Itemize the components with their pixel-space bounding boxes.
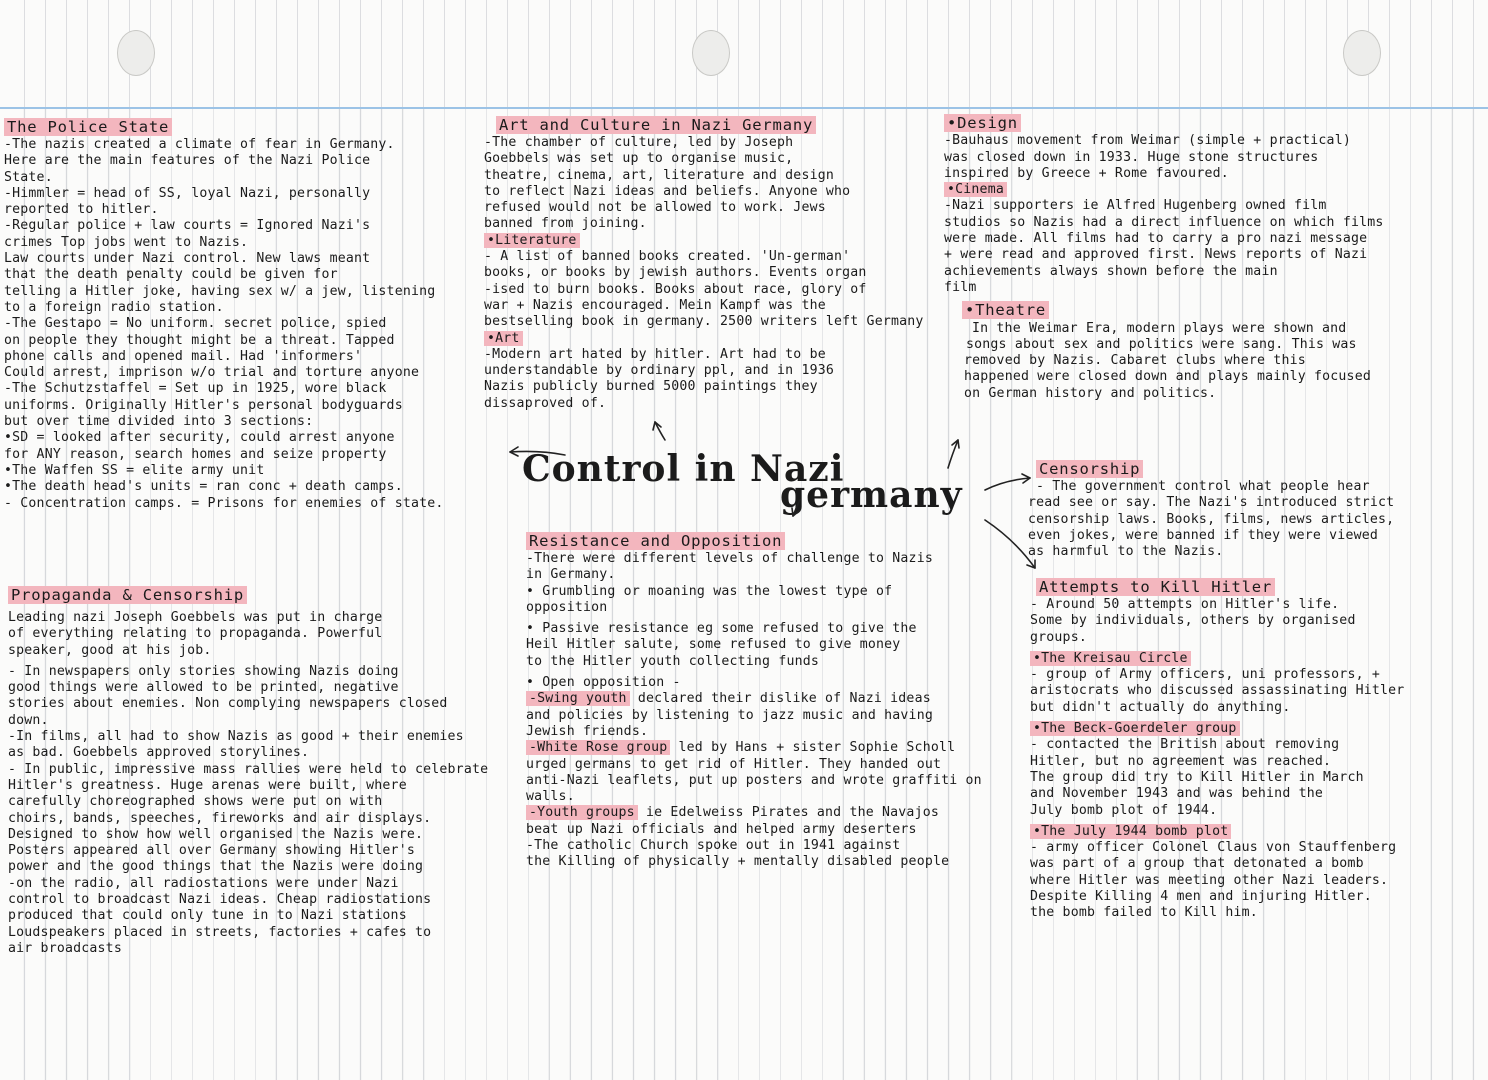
text-line: to a foreign radio station. xyxy=(4,299,224,315)
text-line: for ANY reason, search homes and seize property xyxy=(4,446,387,462)
label-white-rose: -White Rose group xyxy=(526,740,670,755)
text-line: The group did try to Kill Hitler in March xyxy=(1030,769,1364,785)
text-line: banned from joining. xyxy=(484,216,647,232)
text-line: -ised to burn books. Books about race, glory of xyxy=(484,281,867,297)
text-line: in Germany. xyxy=(526,567,616,583)
text-line: -Modern art hated by hitler. Art had to be xyxy=(484,346,826,362)
text-line: control to broadcast Nazi ideas. Cheap radiostations xyxy=(8,892,432,908)
text-line: censorship laws. Books, films, news articles, xyxy=(1028,511,1395,527)
text-line: Here are the main features of the Nazi Police xyxy=(4,153,371,169)
page-title xyxy=(522,448,982,518)
heading-attempts: Attempts to Kill Hitler xyxy=(1036,578,1275,596)
section-propaganda xyxy=(8,586,488,957)
text-line: •The Waffen SS = elite army unit xyxy=(4,462,265,478)
text-line: telling a Hitler joke, having sex w/ a jew, listening xyxy=(4,283,436,299)
text-line: -The chamber of culture, led by Joseph xyxy=(484,135,794,150)
text-line: - In newspapers only stories showing Nazis doing xyxy=(8,663,399,679)
text-line: stories about enemies. Non complying newspapers closed xyxy=(8,696,448,712)
text-line: on German history and politics. xyxy=(964,385,1217,401)
text-line: • Passive resistance eg some refused to give the xyxy=(526,621,917,637)
text-line: reported to hitler. xyxy=(4,202,159,218)
text-line: •SD = looked after security, could arrest anyone xyxy=(4,430,395,446)
text-line: led by Hans + sister Sophie Scholl xyxy=(670,740,956,756)
text-line: achievements always shown before the main xyxy=(944,263,1278,279)
text-line: beat up Nazi officials and helped army deserters xyxy=(526,821,917,837)
text-line: power and the good things that the Nazis were doing xyxy=(8,859,424,875)
text-line: as harmful to the Nazis. xyxy=(1028,544,1224,560)
text-line: bestselling book in germany. 2500 writers left Germany xyxy=(484,314,924,330)
text-line: phone calls and opened mail. Had 'informers' xyxy=(4,348,363,364)
text-line: -The nazis created a climate of fear in Germany. xyxy=(4,137,395,152)
text-line: Posters appeared all over Germany showing Hitler's xyxy=(8,843,415,859)
text-line: as bad. Goebbels approved storylines. xyxy=(8,745,310,761)
text-line: Designed to show how well organised the Nazis were. xyxy=(8,826,424,842)
text-line: + were read and approved first. News reports of Nazi xyxy=(944,247,1368,263)
section-attempts xyxy=(1030,578,1404,922)
text-line: Nazis publicly burned 5000 paintings they xyxy=(484,379,818,395)
text-line: that the death penalty could be given for xyxy=(4,267,338,283)
text-line: and November 1943 and was behind the xyxy=(1030,786,1324,802)
text-line: studios so Nazis had a direct influence on which films xyxy=(944,214,1384,230)
text-line: urged germans to get rid of Hitler. They handed out xyxy=(526,756,942,772)
heading-propaganda: Propaganda & Censorship xyxy=(8,586,247,604)
text-line: on people they thought might be a threat. Tapped xyxy=(4,332,395,348)
text-line: State. xyxy=(4,169,53,185)
text-line: -Nazi supporters ie Alfred Hugenberg owned film xyxy=(944,198,1327,214)
text-line: were made. All films had to carry a pro nazi message xyxy=(944,231,1368,247)
text-line: -The catholic Church spoke out in 1941 against xyxy=(526,838,901,854)
text-line: - army officer Colonel Claus von Stauffenberg xyxy=(1030,840,1397,856)
text-line: Hitler's greatness. Huge arenas were built, where xyxy=(8,777,407,793)
text-line: down. xyxy=(8,712,49,728)
text-line: songs about sex and politics were sang. This was xyxy=(966,336,1357,352)
text-line: -There were different levels of challenge to Nazis xyxy=(526,551,933,566)
text-line: Goebbels was set up to organise music, xyxy=(484,151,794,167)
text-line: war + Nazis encouraged. Mein Kampf was the xyxy=(484,297,826,313)
text-line: the Killing of physically + mentally disabled people xyxy=(526,854,950,870)
text-line: to reflect Nazi ideas and beliefs. Anyone who xyxy=(484,183,851,199)
text-line: where Hitler was meeting other Nazi leaders. xyxy=(1030,872,1389,888)
label-art: •Art xyxy=(484,331,523,346)
text-line: carefully choreographed shows were put on with xyxy=(8,794,383,810)
text-line: - A list of banned books created. 'Un-german' xyxy=(484,249,851,265)
text-line: July bomb plot of 1944. xyxy=(1030,802,1218,818)
text-line: declared their dislike of Nazi ideas xyxy=(629,691,931,707)
text-line: - In public, impressive mass rallies were held to celebrate xyxy=(8,761,489,777)
label-beck-goerdeler: •The Beck-Goerdeler group xyxy=(1030,721,1240,736)
text-line: Loudspeakers placed in streets, factories + cafes to xyxy=(8,924,432,940)
text-line: groups. xyxy=(1030,629,1087,645)
text-line: the bomb failed to Kill him. xyxy=(1030,905,1258,921)
punch-hole xyxy=(1343,30,1381,76)
label-youth-groups: -Youth groups xyxy=(526,805,638,820)
text-line: -Regular police + law courts = Ignored Nazi's xyxy=(4,218,371,234)
text-line: - The government control what people hear xyxy=(1036,479,1370,494)
text-line: Could arrest, imprison w/o trial and torture anyone xyxy=(4,365,420,381)
text-line: and policies by listening to jazz music and having xyxy=(526,707,933,723)
paper-header xyxy=(0,0,1488,108)
text-line: Jewish friends. xyxy=(526,723,649,739)
text-line: Some by individuals, others by organised xyxy=(1030,613,1356,629)
text-line: •The death head's units = ran conc + death camps. xyxy=(4,479,403,495)
heading-art-culture: Art and Culture in Nazi Germany xyxy=(496,116,816,134)
text-line: -Himmler = head of SS, loyal Nazi, personally xyxy=(4,185,371,201)
text-line: Heil Hitler salute, some refused to give money xyxy=(526,637,901,653)
text-line: speaker, good at his job. xyxy=(8,642,212,658)
text-line: aristocrats who discussed assassinating Hitler xyxy=(1030,683,1405,699)
text-line: - Around 50 attempts on Hitler's life. xyxy=(1030,597,1340,612)
text-line: of everything relating to propaganda. Powerful xyxy=(8,626,383,642)
text-line: Law courts under Nazi control. New laws meant xyxy=(4,251,371,267)
text-line: was closed down in 1933. Huge stone structures xyxy=(944,149,1319,165)
section-resistance xyxy=(526,532,982,871)
label-design: •Design xyxy=(944,114,1021,132)
text-line: - group of Army officers, uni professors, + xyxy=(1030,667,1381,683)
text-line: removed by Nazis. Cabaret clubs where this xyxy=(964,353,1306,369)
text-line: produced that could only tune in to Nazi stations xyxy=(8,908,407,924)
label-cinema: •Cinema xyxy=(944,182,1007,197)
label-swing-youth: -Swing youth xyxy=(526,691,630,706)
text-line: crimes Top jobs went to Nazis. xyxy=(4,234,249,250)
text-line: -In films, all had to show Nazis as good + their enemies xyxy=(8,729,464,745)
text-line: In the Weimar Era, modern plays were shown and xyxy=(972,320,1347,336)
text-line: good things were allowed to be printed, negative xyxy=(8,680,399,696)
text-line: air broadcasts xyxy=(8,940,122,956)
text-line: understandable by ordinary ppl, and in 1936 xyxy=(484,363,835,379)
text-line: dissaproved of. xyxy=(484,395,607,411)
text-line: inspired by Greece + Rome favoured. xyxy=(944,165,1229,181)
heading-censorship: Censorship xyxy=(1036,460,1143,478)
section-censorship xyxy=(1028,460,1394,560)
label-kreisau: •The Kreisau Circle xyxy=(1030,651,1191,666)
text-line: • Grumbling or moaning was the lowest type of xyxy=(526,583,893,599)
margin-line xyxy=(0,107,1488,109)
text-line: Leading nazi Joseph Goebbels was put in charge xyxy=(8,610,383,625)
label-july-bomb-plot: •The July 1944 bomb plot xyxy=(1030,824,1231,839)
text-line: anti-Nazi leaflets, put up posters and wrote graffiti on xyxy=(526,772,982,788)
text-line: - contacted the British about removing xyxy=(1030,737,1340,753)
text-line: uniforms. Originally Hitler's personal bodyguards xyxy=(4,397,403,413)
text-line: -The Gestapo = No uniform. secret police, spied xyxy=(4,316,387,332)
text-line: books, or books by jewish authors. Events organ xyxy=(484,265,867,281)
text-line: film xyxy=(944,279,977,295)
label-literature: •Literature xyxy=(484,233,580,248)
heading-police-state: The Police State xyxy=(4,118,172,136)
heading-resistance: Resistance and Opposition xyxy=(526,532,785,550)
text-line: opposition xyxy=(526,599,608,615)
text-line: choirs, bands, speeches, fireworks and air displays. xyxy=(8,810,432,826)
text-line: to the Hitler youth collecting funds xyxy=(526,653,820,669)
text-line: refused would not be allowed to work. Jews xyxy=(484,200,826,216)
title-line-1: Control in Nazi xyxy=(522,448,845,490)
text-line: Hitler, but no agreement was reached. xyxy=(1030,753,1332,769)
section-design-cinema-theatre xyxy=(944,114,1384,402)
text-line: even jokes, were banned if they were viewed xyxy=(1028,527,1379,543)
text-line: read see or say. The Nazi's introduced strict xyxy=(1028,495,1395,511)
punch-hole xyxy=(117,30,155,76)
text-line: happened were closed down and plays mainly focused xyxy=(964,369,1371,385)
text-line: theatre, cinema, art, literature and design xyxy=(484,167,835,183)
text-line: but over time divided into 3 sections: xyxy=(4,414,314,430)
title-line-2: germany xyxy=(780,474,963,516)
text-line: -on the radio, all radiostations were under Nazi xyxy=(8,875,399,891)
text-line: -The Schutzstaffel = Set up in 1925, wore black xyxy=(4,381,387,397)
text-line: • Open opposition - xyxy=(526,675,681,691)
punch-hole xyxy=(692,30,730,76)
text-line: but didn't actually do anything. xyxy=(1030,699,1291,715)
section-art-culture xyxy=(484,116,924,412)
section-police-state xyxy=(4,118,444,512)
text-line: ie Edelweiss Pirates and the Navajos xyxy=(637,805,939,821)
label-theatre: •Theatre xyxy=(962,301,1049,319)
text-line: was part of a group that detonated a bomb xyxy=(1030,856,1364,872)
text-line: - Concentration camps. = Prisons for enemies of state. xyxy=(4,495,444,511)
text-line: walls. xyxy=(526,789,575,805)
text-line: -Bauhaus movement from Weimar (simple + practical) xyxy=(944,133,1351,149)
text-line: Despite Killing 4 men and injuring Hitler. xyxy=(1030,889,1372,905)
